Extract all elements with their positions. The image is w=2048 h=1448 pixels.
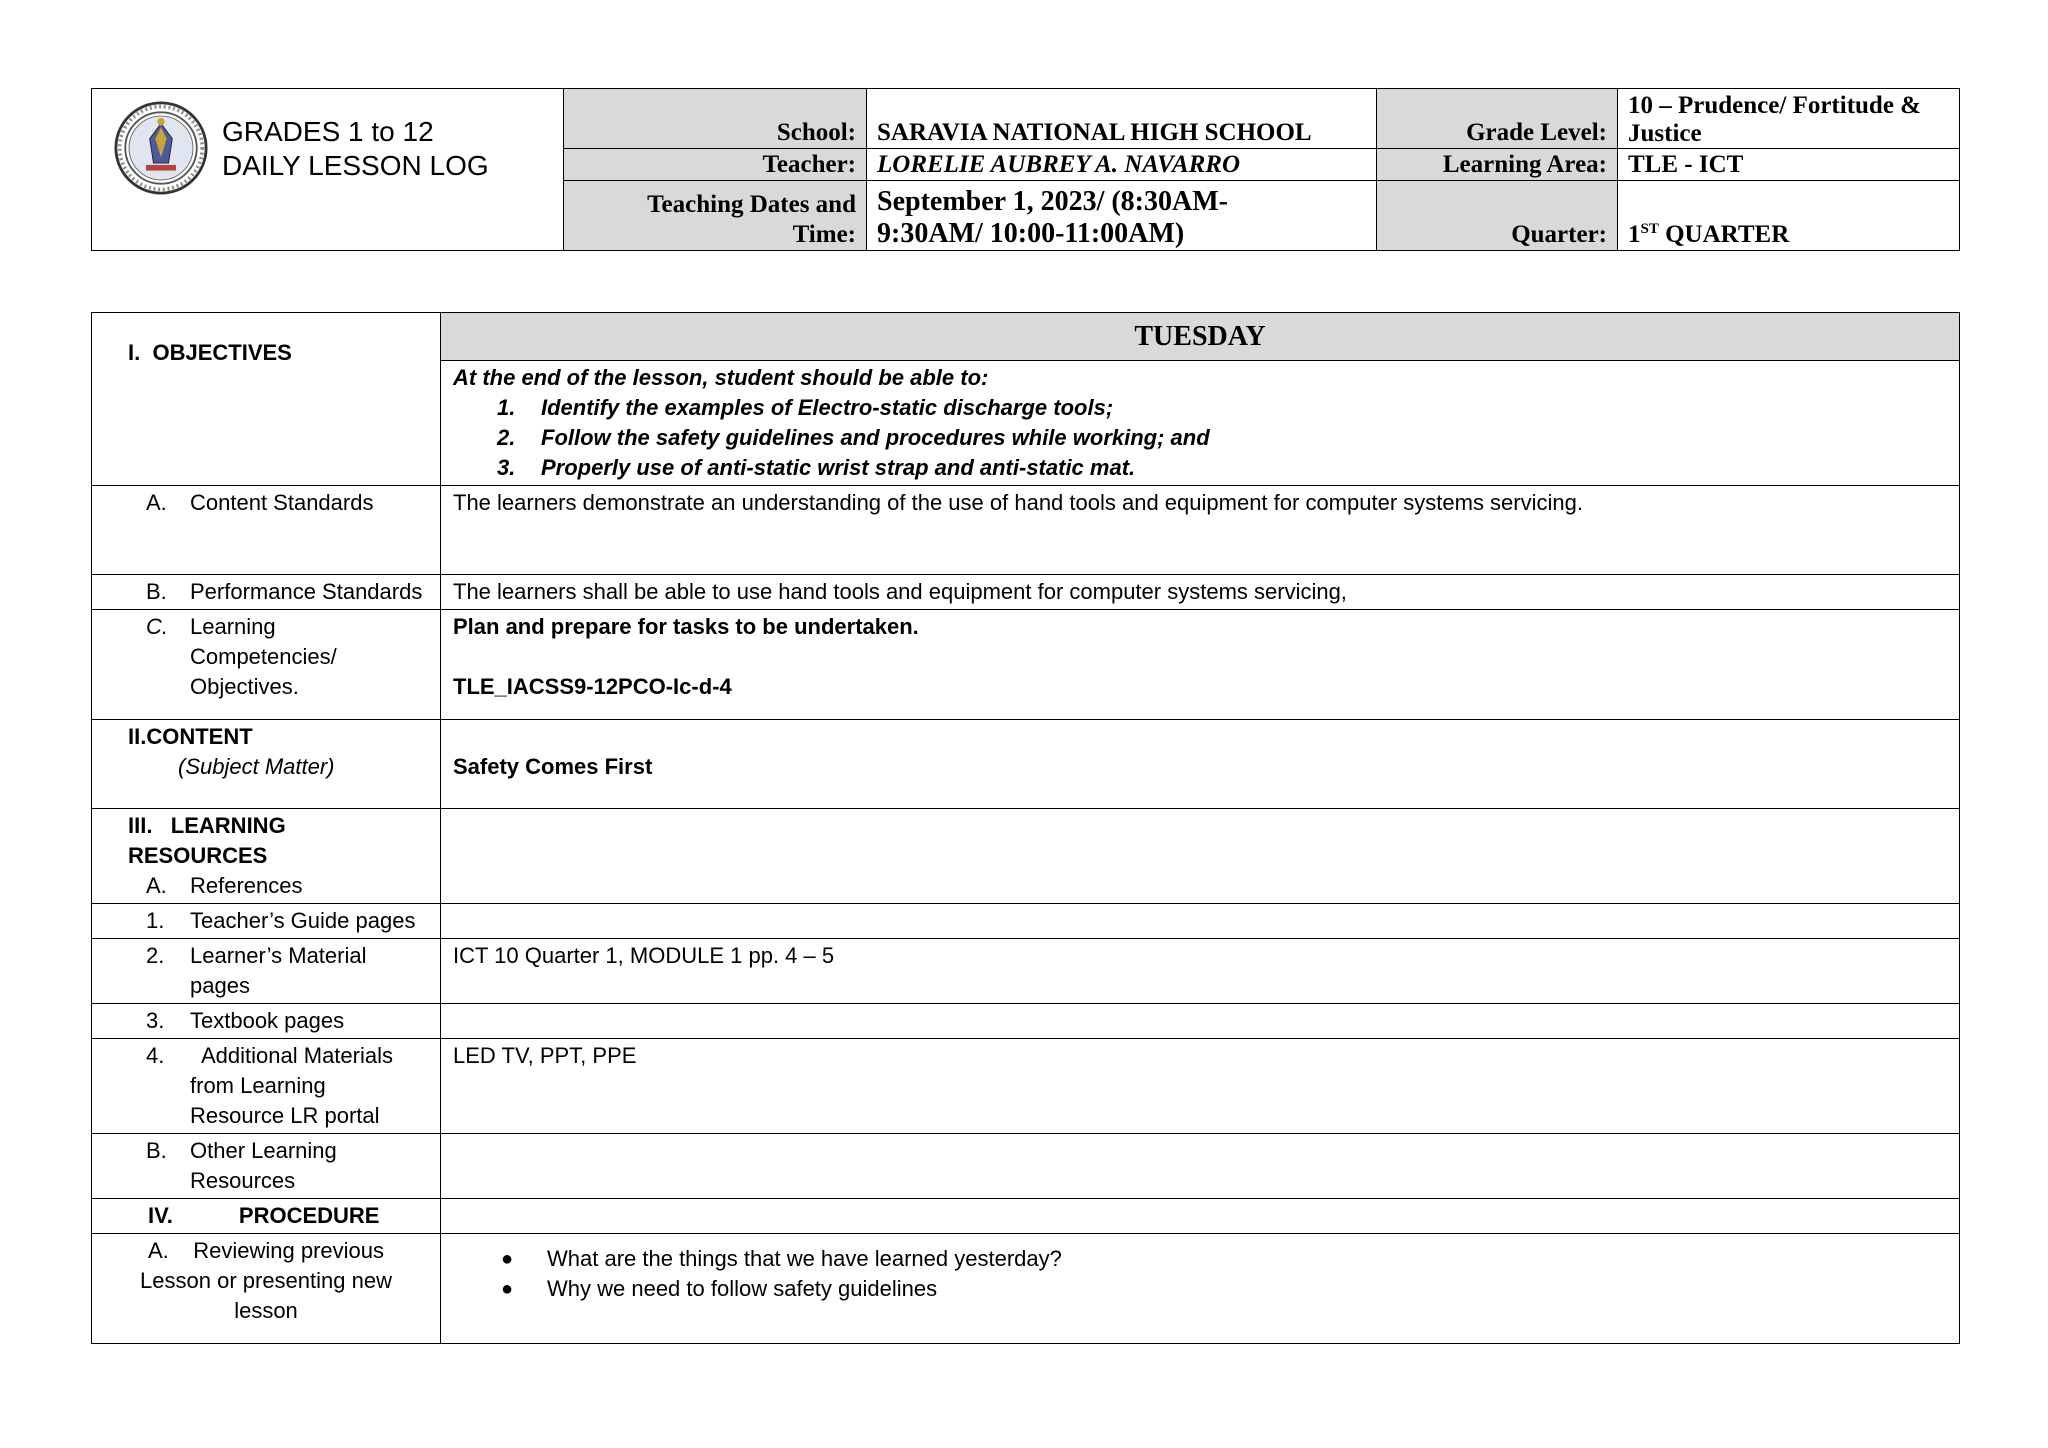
references-label: References [190,873,303,898]
content-standards-value: The learners demonstrate an understanding of the use of hand tools and equipment for computer systems servicing. [441,486,1960,575]
teacher-label: Teacher: [564,149,867,181]
procedure-label: PROCEDURE [238,1203,380,1228]
content-label-cell [92,720,441,809]
review-label-cell [92,1234,441,1344]
review-bullet [453,1244,1947,1274]
review-bullet [453,1274,1947,1304]
objective-text: Follow the safety guidelines and procedures while working; and [541,425,1210,450]
teachers-guide-label: Teacher’s Guide pages [190,908,416,933]
competencies-value [441,610,1960,720]
references-value [441,809,1960,904]
review-content [441,1234,1960,1344]
dates-value [867,181,1377,251]
resources-label-cell [92,809,441,904]
objective-item [453,393,1947,423]
objectives-intro: At the end of the lesson, student should be able to: [453,365,989,390]
review-label-line1: A. Reviewing previous [148,1238,384,1263]
procedure-value [441,1199,1960,1234]
procedure-label-cell [92,1199,441,1234]
school-value: SARAVIA NATIONAL HIGH SCHOOL [867,89,1377,149]
teachers-guide-number: 1. [146,908,165,933]
performance-standards-letter: B. [146,579,167,604]
content-sublabel: (Subject Matter) [178,754,335,779]
teachers-guide-label-cell [92,904,441,939]
grade-label: Grade Level: [1377,89,1618,149]
form-title-line2: DAILY LESSON LOG [222,150,489,181]
additional-materials-number: 4. [146,1043,165,1068]
lesson-log-table [91,312,1960,1344]
header-table [91,88,1960,251]
quarter-superscript: ST [1640,221,1659,237]
dates-label-line1: Teaching Dates and [647,191,856,218]
review-bullet-text: Why we need to follow safety guidelines [547,1276,938,1301]
competencies-label-cell [92,610,441,720]
additional-materials-label-line3: Resource LR portal [190,1103,380,1128]
objective-number: 2. [497,425,516,450]
teachers-guide-value [441,904,1960,939]
grade-value [1618,89,1960,149]
additional-materials-label-cell [92,1039,441,1134]
objectives-content [441,361,1960,486]
quarter-number: 1 [1628,221,1641,248]
objective-number: 3. [497,455,516,480]
additional-materials-label-line1: Additional Materials [190,1043,393,1068]
bullet-icon: ● [501,1278,514,1300]
procedure-number: IV. [148,1203,173,1228]
competency-text: Plan and prepare for tasks to be undertaken. [453,614,919,639]
quarter-value [1618,181,1960,251]
review-label-line2: Lesson or presenting new [140,1268,392,1293]
dates-label [564,181,867,251]
bullet-icon: ● [501,1248,514,1270]
objectives-label-cell [92,313,441,486]
performance-standards-value: The learners shall be able to use hand tools and equipment for computer systems servicing, [441,575,1960,610]
learning-area-label: Learning Area: [1377,149,1618,181]
content-label: II.CONTENT [128,724,253,749]
resources-number: III. [128,813,153,838]
objective-text: Identify the examples of Electro-static discharge tools; [541,395,1114,420]
objective-text: Properly use of anti-static wrist strap and anti-static mat. [541,455,1136,480]
other-resources-value [441,1134,1960,1199]
objective-item [453,453,1947,483]
dates-value-line2: 9:30AM/ 10:00-11:00AM) [877,218,1185,249]
other-resources-letter: B. [146,1138,167,1163]
school-label: School: [564,89,867,149]
form-title-line1: GRADES 1 to 12 [222,116,434,147]
competency-code: TLE_IACSS9-12PCO-Ic-d-4 [453,674,732,699]
subject-matter: Safety Comes First [453,754,653,779]
additional-materials-value: LED TV, PPT, PPE [441,1039,1960,1134]
textbook-label: Textbook pages [190,1008,345,1033]
review-bullet-text: What are the things that we have learned yesterday? [547,1246,1062,1271]
grade-value-line2: Justice [1628,120,1702,147]
objective-item [453,423,1947,453]
quarter-label: Quarter: [1377,181,1618,251]
objectives-list [453,393,1947,483]
learning-area-value: TLE - ICT [1618,149,1960,181]
textbook-label-cell [92,1004,441,1039]
textbook-number: 3. [146,1008,165,1033]
competencies-label-line2: Competencies/ [190,644,337,669]
dates-value-line1: September 1, 2023/ (8:30AM- [877,186,1228,217]
objectives-number: I. [128,340,141,365]
grade-value-line1: 10 – Prudence/ Fortitude & [1628,92,1922,119]
teacher-value: LORELIE AUBREY A. NAVARRO [867,149,1377,181]
learners-material-value: ICT 10 Quarter 1, MODULE 1 pp. 4 – 5 [441,939,1960,1004]
day-header: TUESDAY [441,313,1960,361]
performance-standards-label: Performance Standards [190,579,423,604]
learners-material-label-cell [92,939,441,1004]
other-resources-label-cell [92,1134,441,1199]
learners-material-number: 2. [146,943,165,968]
content-value-cell [441,720,1960,809]
review-bullets [453,1244,1947,1304]
content-standards-label: Content Standards [190,490,374,515]
competencies-label-line3: Objectives. [190,674,299,699]
textbook-value [441,1004,1960,1039]
other-resources-label-line1: Other Learning [190,1138,337,1163]
other-resources-label-line2: Resources [190,1168,296,1193]
content-standards-letter: A. [146,490,167,515]
dates-label-line2: Time: [792,221,856,248]
deped-seal-icon [114,101,208,195]
content-standards-label-cell [92,486,441,575]
competencies-letter: C. [146,614,168,639]
learners-material-label-line1: Learner’s Material [190,943,367,968]
resources-label: LEARNING RESOURCES [128,813,286,868]
learners-material-label-line2: pages [190,973,250,998]
objectives-label: OBJECTIVES [152,340,292,365]
logo-title-cell [92,89,564,251]
competencies-label-line1: Learning [190,614,276,639]
review-label-line3: lesson [234,1298,298,1323]
additional-materials-label-line2: from Learning [190,1073,326,1098]
references-letter: A. [146,873,167,898]
performance-standards-label-cell [92,575,441,610]
quarter-word: QUARTER [1658,221,1790,248]
objective-number: 1. [497,395,516,420]
